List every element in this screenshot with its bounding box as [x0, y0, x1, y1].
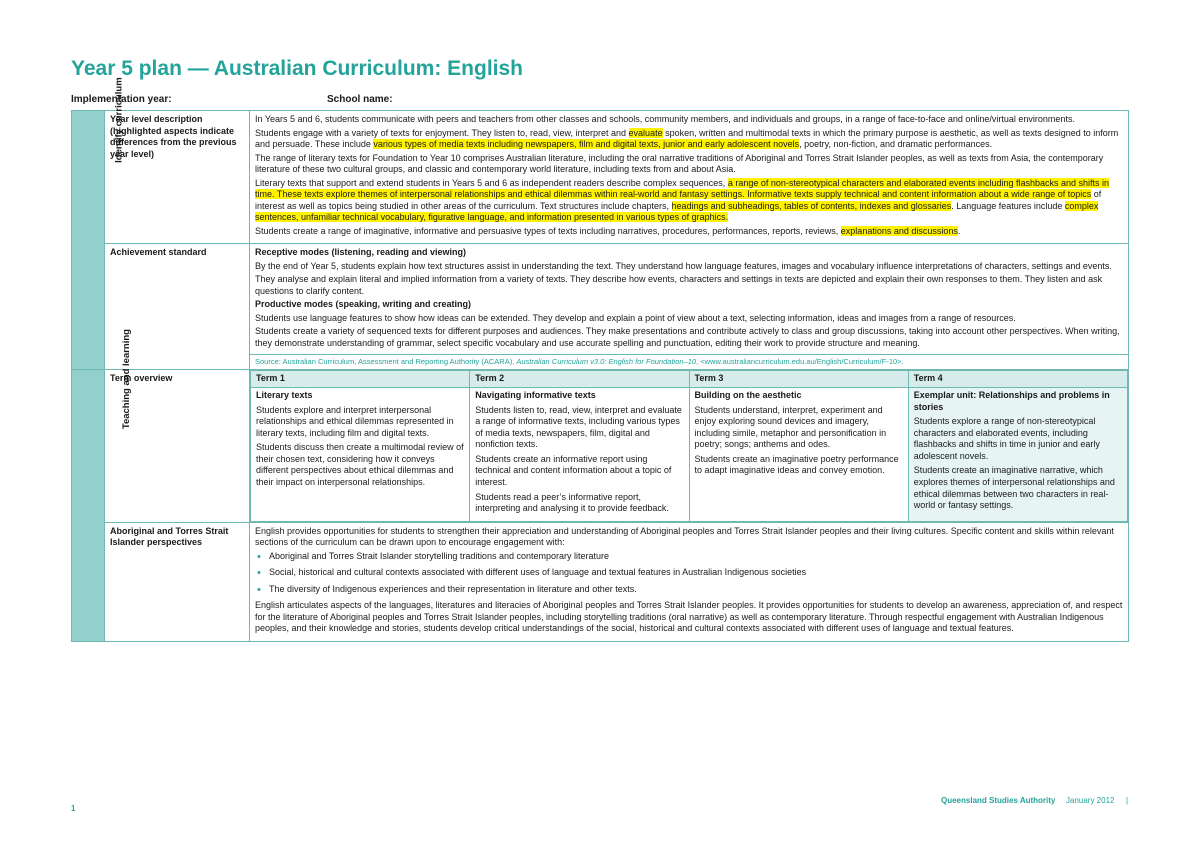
- highlight: various types of media texts including newspapers, film and digital texts, junior and early adolescent novels: [373, 139, 800, 150]
- perspectives-intro: English provides opportunities for students to strengthen their appreciation and understanding of Aboriginal peoples and Torres Strait Islander peoples and their living cultures. Specific content and skills within relevant sections of the curriculum can be drawn upon to encourage engagement with:: [255, 525, 1114, 548]
- source-citation: Source: Australian Curriculum, Assessment and Reporting Authority (ACARA), Australian Curriculum v3.0: English for Foundation–10, <www.australiancurriculum.edu.au/English/Curriculum/F-10>.: [255, 357, 904, 367]
- term-paragraph: Students discuss then create a multimodal review of their chosen text, considering how it conveys different perspectives about ethical dilemmas and their impact on interpersonal relationships.: [256, 442, 464, 487]
- term-3-cell: [689, 388, 908, 521]
- achievement-row: [72, 244, 1129, 370]
- year-level-paragraph: Literary texts that support and extend students in Years 5 and 6 as independent readers describe complex sequences, a range of non-stereotypical characters and elaborated events including flashbacks and shifts in time. These texts explore themes of interpersonal relationships and ethical dilemmas within real-world and fantasy settings. Informative texts supply technical and content information about a wide range of topics of interest as well as topics being studied in other areas of the curriculum. Text structures include chapters, headings and subheadings, tables of contents, indexes and glossaries. Language features include complex sentences, unfamiliar technical vocabulary, figurative language, and information presented in various types of graphics.: [255, 177, 1110, 223]
- achievement-paragraph: They analyse and explain literal and implied information from a variety of texts. They describe how events, characters and settings in texts are depicted and explain their own responses to them. They listen and ask questions to clarify content.: [255, 274, 1103, 296]
- term-2-cell: [470, 388, 689, 521]
- identify-curriculum-label: Identify curriculum: [113, 77, 125, 163]
- year-level-description: [250, 111, 1129, 244]
- list-item: • The diversity of Indigenous experiences and their representation in literature and other texts.: [257, 583, 637, 596]
- bullet-icon: •: [257, 583, 261, 596]
- year-level-sublabel: (highlighted aspects indicate differences from the previous year level): [110, 125, 237, 159]
- implementation-year-label: Implementation year:: [71, 94, 172, 105]
- year-level-paragraph: Students engage with a variety of texts for enjoyment. They listen to, read, view, interpret and evaluate spoken, written and multimodal texts in which the primary purpose is aesthetic, as well as texts designed to inform and persuade. These include various types of media texts including newspapers, film and digital texts, junior and early adolescent novels, poetry, non-fiction, and dramatic performances.: [255, 127, 1119, 150]
- term-4-cell: [908, 388, 1127, 521]
- term-title: Building on the aesthetic: [694, 390, 802, 401]
- term-title: Literary texts: [256, 390, 313, 401]
- perspectives-label: Aboriginal and Torres Strait Islander perspectives: [105, 522, 250, 641]
- term-title: Navigating informative texts: [475, 390, 596, 401]
- perspectives-content: [250, 522, 1129, 641]
- highlight: evaluate: [628, 127, 663, 138]
- year-level-label: Year level description: [110, 114, 203, 124]
- achievement-label: Achievement standard: [105, 244, 250, 370]
- teaching-learning-section: [72, 328, 132, 641]
- year-level-paragraph: The range of literary texts for Foundation to Year 10 comprises Australian literature, including the oral narrative traditions of Aboriginal and Torres Strait Islander peoples, as well as texts from Asia, the contemporary literature of these two cultural groups, and classic and contemporary world literature, including texts from and about Asia.: [255, 152, 1104, 175]
- term-2-header: Term 2: [470, 370, 689, 388]
- perspectives-list: [255, 551, 1123, 596]
- term-paragraph: Students explore and interpret interpersonal relationships and ethical dilemmas represented in literary texts, including film and digital texts.: [256, 404, 454, 438]
- perspectives-outro: English articulates aspects of the languages, literatures and literacies of Aboriginal peoples and Torres Strait Islander peoples. It provides opportunities for students to develop an awareness, appreciation of, and respect for the literature of Aboriginal peoples and Torres Strait Islander peoples, including storytelling traditions (oral narrative) as well as contemporary literature. Through respectful engagement with Australian Indigenous peoples, and their knowledge and stories, students develop critical understandings of the social, historical and cultural contexts associated with different uses of language and textual features.: [255, 600, 1123, 634]
- highlight: a range of non-stereotypical characters and elaborated events including flashbacks and shifts in time. These texts explore themes of interpersonal relationships and ethical dilemmas within real-world and fantasy settings. Informative texts supply technical and content information about a wide range of topics: [255, 177, 1110, 200]
- achievement-paragraph: Students use language features to show how ideas can be extended. They develop and explain a point of view about a text, selecting information, ideas and images from a range of resources.: [255, 312, 1016, 323]
- perspectives-row: [72, 522, 1129, 641]
- term-overview-row: [72, 369, 1129, 522]
- term-3-header: Term 3: [689, 370, 908, 388]
- year-level-row: [72, 111, 1129, 244]
- list-item: • Aboriginal and Torres Strait Islander storytelling traditions and contemporary literature: [257, 550, 610, 563]
- term-paragraph: Students create an imaginative narrative, which explores themes of interpersonal relationships and ethical dilemmas between two characters in real-world or fantasy settings.: [913, 465, 1115, 511]
- highlight: headings and subheadings, tables of contents, indexes and glossaries: [671, 200, 952, 211]
- highlight: complex sentences, unfamiliar technical vocabulary, figurative language, and information presented in various types of graphics.: [255, 200, 1099, 223]
- year-level-paragraph: Students create a range of imaginative, informative and persuasive types of texts including narratives, procedures, performances, reports, reviews, explanations and discussions.: [255, 225, 961, 236]
- productive-heading: Productive modes (speaking, writing and creating): [255, 299, 472, 310]
- highlight: explanations and discussions: [840, 225, 958, 236]
- term-paragraph: Students understand, interpret, experiment and enjoy exploring sound devices and imagery, including simile, metaphor and personification in poetry; songs; anthems and odes.: [694, 404, 887, 450]
- receptive-heading: Receptive modes (listening, reading and viewing): [255, 247, 467, 258]
- year-level-label-cell: [105, 111, 250, 244]
- terms-table: [250, 370, 1128, 522]
- term-1-cell: [251, 388, 470, 521]
- teaching-learning-label: Teaching and learning: [120, 328, 132, 430]
- achievement-paragraph: Students create a variety of sequenced texts for different purposes and audiences. They make presentations and contribute actively to class and group discussions, taking into account other perspectives. When writing, they demonstrate understanding of grammar, select specific vocabulary and use accurate spelling and punctuation, editing their work to provide structure and meaning.: [255, 326, 1120, 348]
- page-title: Year 5 plan — Australian Curriculum: English: [71, 57, 523, 80]
- term-overview: [250, 369, 1129, 522]
- term-overview-label: Term overview: [105, 369, 250, 522]
- year-level-paragraph: In Years 5 and 6, students communicate with peers and teachers from other classes and schools, community members, and individuals and groups, in a range of face-to-face and online/virtual environments.: [255, 114, 1075, 124]
- achievement-standard: [250, 244, 1129, 370]
- list-item: • Social, historical and cultural contexts associated with different uses of language and textual features in Australian Indigenous societies: [257, 567, 807, 580]
- term-title: Exemplar unit: Relationships and problems in stories: [913, 390, 1110, 412]
- term-paragraph: Students listen to, read, view, interpret and evaluate a range of informative texts, including various types of media texts, newspapers, film, digital and nonfiction texts.: [475, 404, 682, 450]
- footer-divider: |: [1126, 796, 1129, 805]
- term-paragraph: Students create an informative report using technical and content information about a topic of interest.: [475, 453, 672, 487]
- term-4-header: Term 4: [908, 370, 1127, 388]
- term-paragraph: Students create an imaginative poetry performance to adapt imaginative ideas and convey emotion.: [694, 453, 899, 476]
- achievement-paragraph: By the end of Year 5, students explain how text structures assist in understanding the text. They understand how language features, images and vocabulary influence interpretations of characters, settings and events.: [255, 260, 1112, 271]
- school-name-label: School name:: [327, 94, 393, 105]
- bullet-icon: •: [257, 550, 261, 563]
- bullet-icon: •: [257, 567, 261, 580]
- term-paragraph: Students explore a range of non-stereotypical characters and elaborated events, including flashbacks and shifts in time in junior and early adolescent novels.: [913, 416, 1100, 461]
- footer-date: January 2012: [1066, 796, 1115, 805]
- term-1-header: Term 1: [251, 370, 470, 388]
- footer-organisation: Queensland Studies Authority: [941, 796, 1056, 805]
- page-number: 1: [71, 804, 76, 813]
- term-paragraph: Students read a peer’s informative report, interpreting and analysing it to provide feedback.: [475, 491, 669, 514]
